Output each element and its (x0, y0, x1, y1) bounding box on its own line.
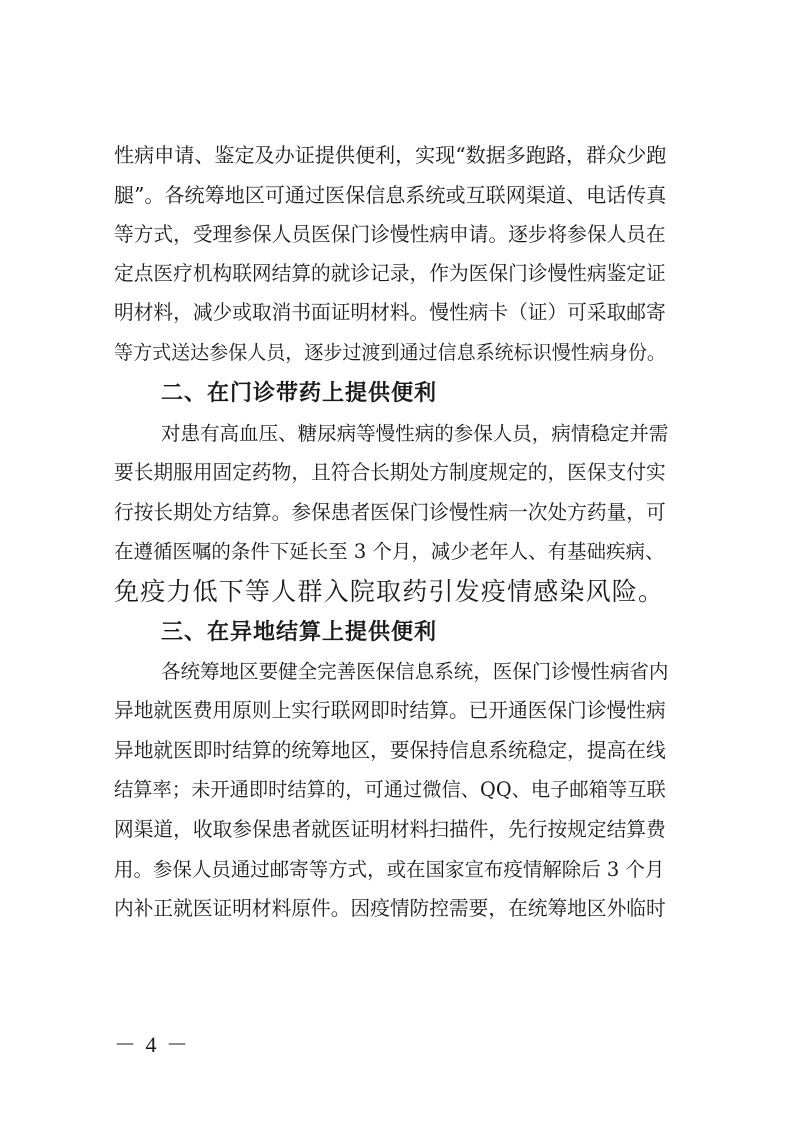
body-line: 对患有高血压、糖尿病等慢性病的参保人员，病情稳定并需 (161, 422, 669, 445)
body-line: 异地就医费用原则上实行联网即时结算。已开通医保门诊慢性病 (114, 699, 666, 722)
body-line: 性病申请、鉴定及办证提供便利，实现“数据多跑路，群众少跑 (114, 143, 667, 167)
body-line: 各统筹地区要健全完善医保信息系统，医保门诊慢性病省内 (161, 660, 669, 683)
body-line: 腿”。各统筹地区可通过医保信息系统或互联网渠道、电话传真 (114, 183, 667, 207)
body-line: 结算率；未开通即时结算的，可通过微信、QQ、电子邮箱等互联 (114, 778, 666, 801)
section-heading: 三、在异地结算上提供便利 (161, 620, 438, 645)
body-line: 定点医疗机构联网结算的就诊记录，作为医保门诊慢性病鉴定证 (114, 262, 666, 285)
body-line: 要长期服用固定药物，且符合长期处方制度规定的，医保支付实 (114, 461, 666, 484)
body-line: 免疫力低下等人群入院取药引发疫情感染风险。 (114, 577, 665, 606)
body-line: 行按长期处方结算。参保患者医保门诊慢性病一次处方药量，可 (114, 501, 666, 524)
body-line: 异地就医即时结算的统筹地区，要保持信息系统稳定，提高在线 (114, 739, 666, 762)
page-number: － 4 － (114, 1032, 191, 1057)
body-line: 等方式，受理参保人员医保门诊慢性病申请。逐步将参保人员在 (114, 223, 666, 246)
body-line: 内补正就医证明材料原件。因疫情防控需要，在统筹地区外临时 (114, 897, 666, 920)
body-line: 明材料，减少或取消书面证明材料。慢性病卡（证）可采取邮寄 (114, 301, 666, 324)
section-heading: 二、在门诊带药上提供便利 (161, 381, 438, 406)
body-line: 在遵循医嘱的条件下延长至 3 个月，减少老年人、有基础疾病、 (114, 540, 665, 563)
body-line: 等方式送达参保人员，逐步过渡到通过信息系统标识慢性病身份。 (114, 342, 666, 364)
body-line: 用。参保人员通过邮寄等方式，或在国家宣布疫情解除后 3 个月 (114, 858, 665, 881)
body-line: 网渠道，收取参保患者就医证明材料扫描件，先行按规定结算费 (114, 818, 666, 841)
